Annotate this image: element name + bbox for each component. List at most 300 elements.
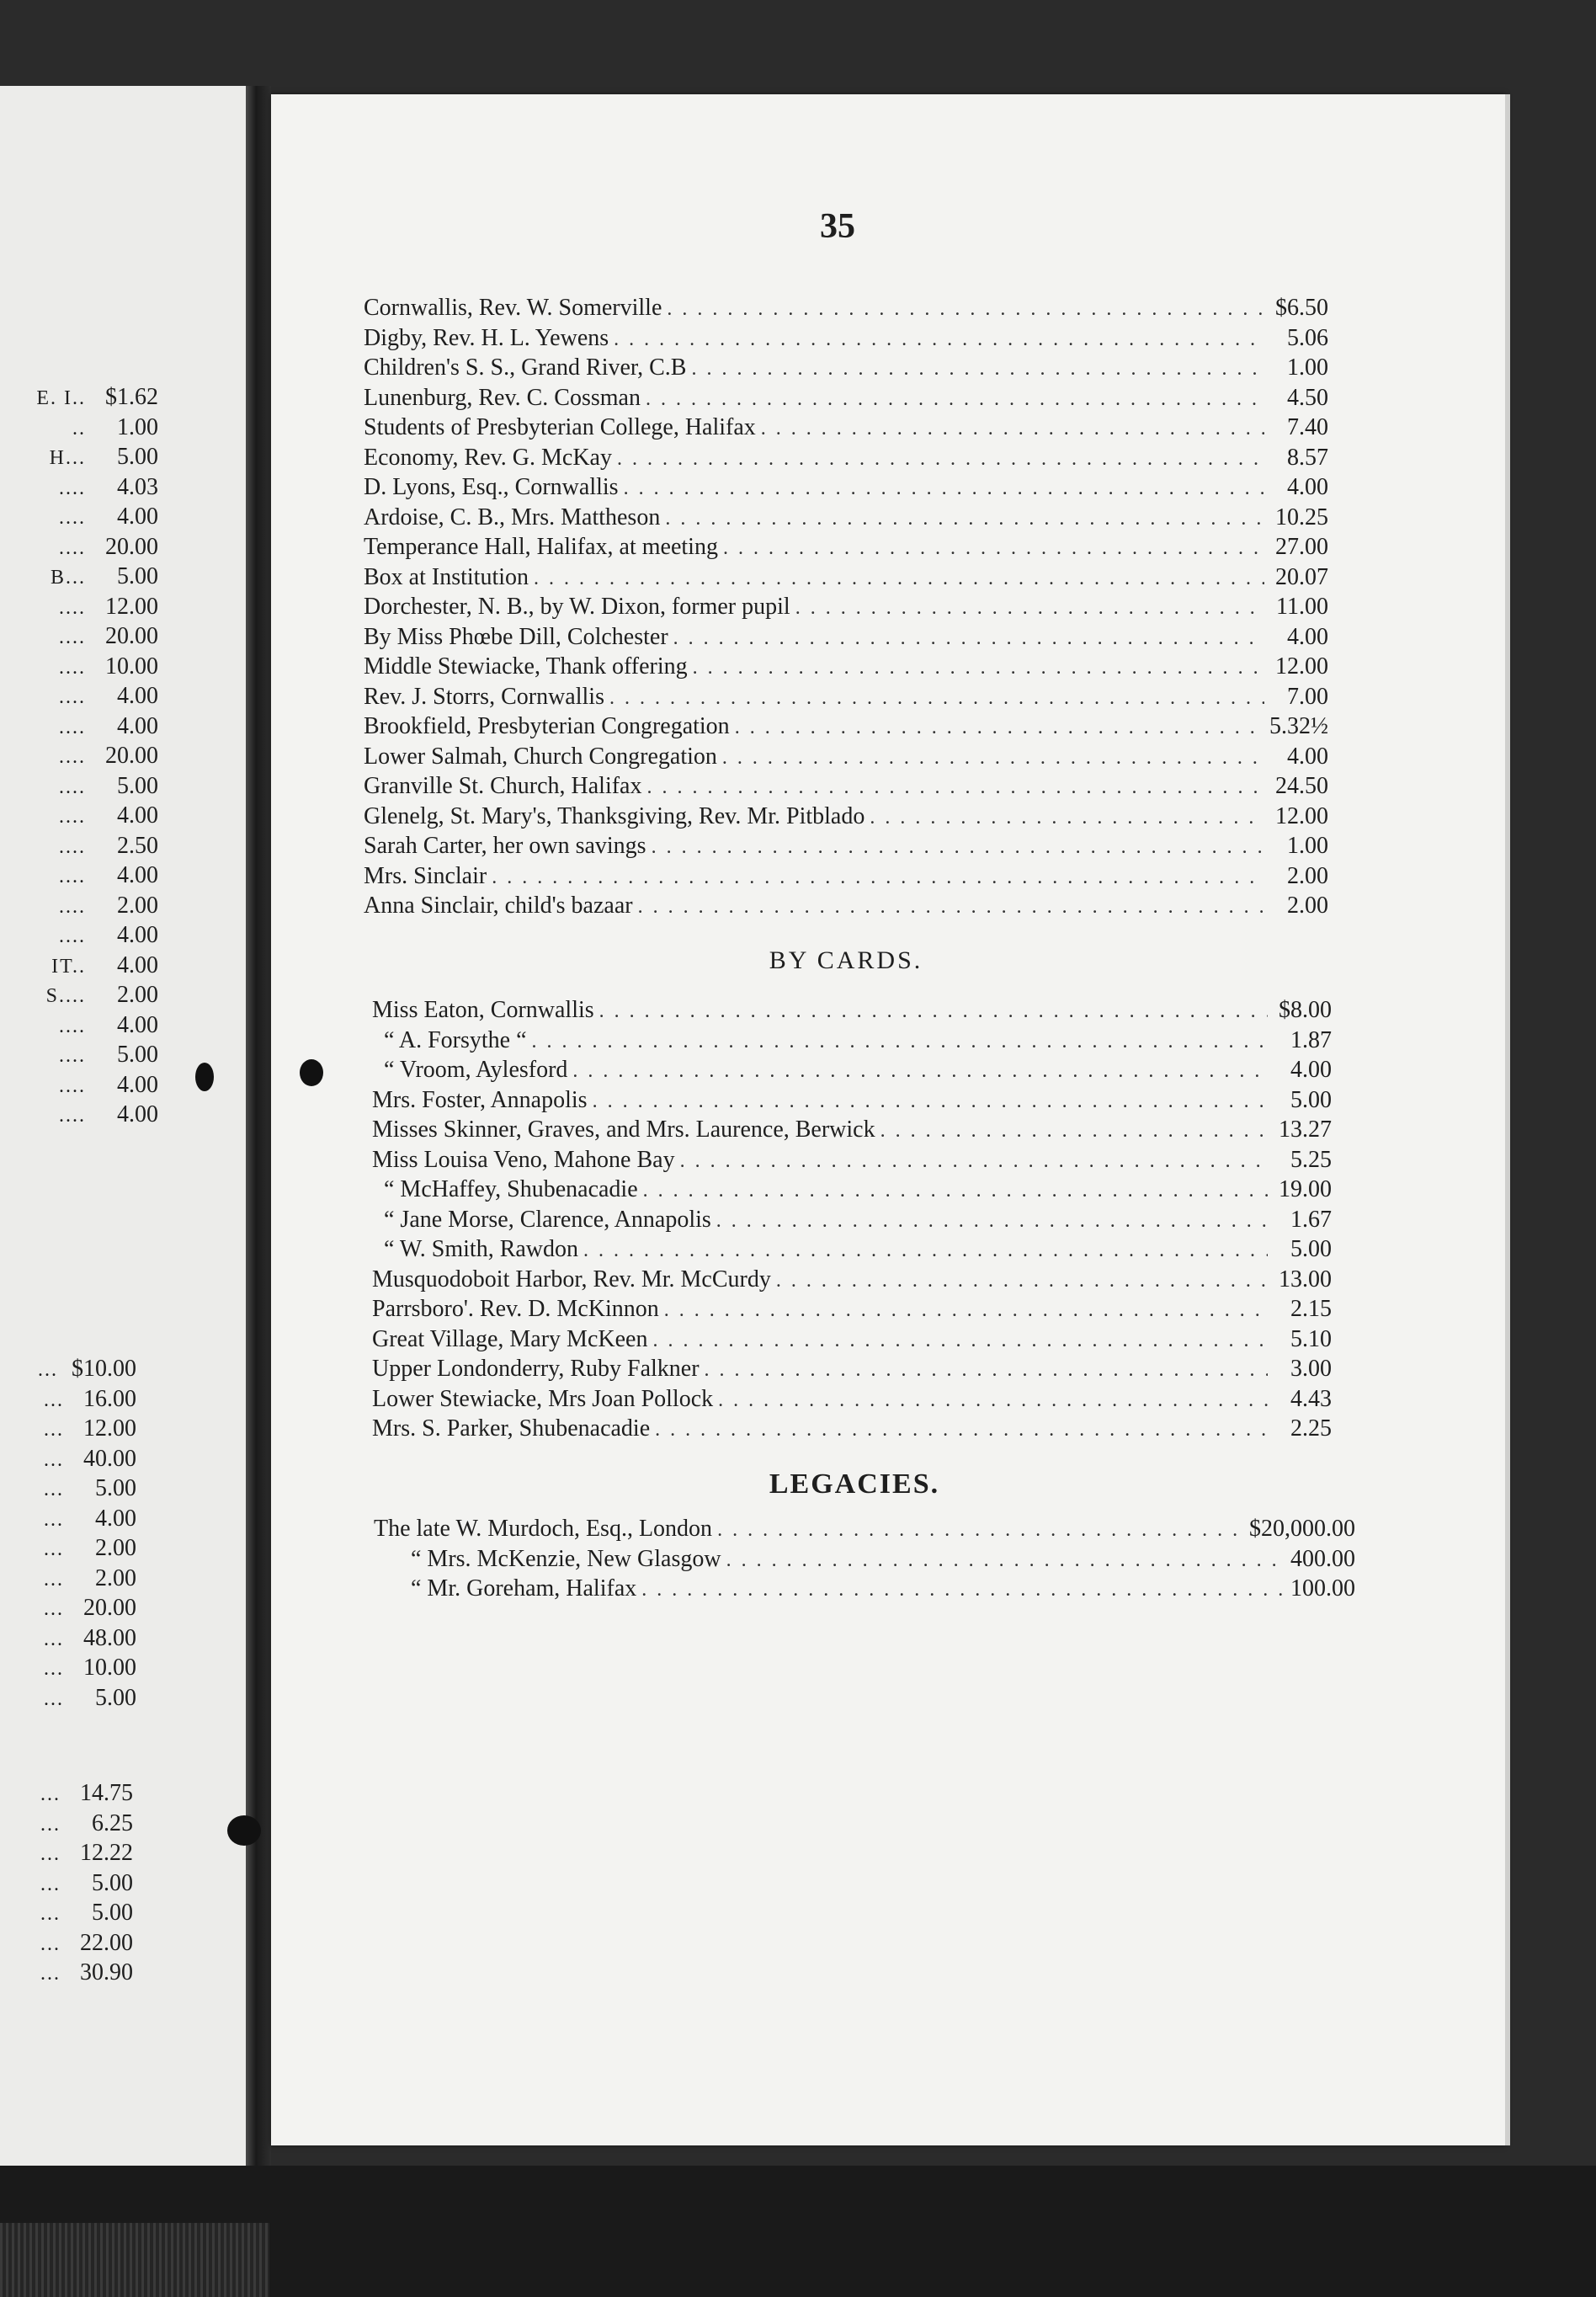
amount: 16.00: [83, 1385, 136, 1412]
donor: By Miss Phœbe Dill, Colchester: [364, 623, 668, 650]
dot-leader: [693, 653, 1264, 684]
left-row: [0, 711, 158, 742]
amount: 5.00: [1290, 1086, 1332, 1113]
dot-leader: [673, 624, 1264, 654]
dot-leader: [795, 594, 1264, 624]
amount: 4.00: [95, 1505, 136, 1532]
left-row-tail: ....: [59, 1015, 86, 1037]
left-row: [0, 741, 158, 771]
left-row-tail: ...: [44, 1479, 64, 1500]
legacies-heading: LEGACIES.: [769, 1468, 940, 1500]
amount: $20,000.00: [1249, 1516, 1355, 1542]
left-row-tail: ....: [59, 775, 86, 798]
left-row: [0, 532, 158, 562]
donor: Economy, Rev. G. McKay: [364, 444, 612, 471]
amount: 4.00: [117, 683, 158, 709]
ink-blot: [300, 1059, 323, 1086]
dot-leader: [722, 743, 1264, 774]
amount: 4.00: [1287, 743, 1328, 770]
amount: 5.00: [92, 1900, 133, 1926]
amount: 400.00: [1290, 1545, 1355, 1572]
dot-leader: [718, 1386, 1268, 1416]
donor: Box at Institution: [364, 563, 529, 590]
card-row: [372, 995, 1332, 1026]
amount: 30.90: [80, 1959, 133, 1985]
amount: 1.67: [1290, 1206, 1332, 1233]
donor: Cornwallis, Rev. W. Somerville: [364, 295, 662, 321]
amount: 4.43: [1290, 1385, 1332, 1412]
dot-leader: [532, 1027, 1268, 1058]
dot-leader: [705, 1356, 1268, 1386]
donation-row: [364, 472, 1328, 503]
amount: 5.00: [95, 1475, 136, 1501]
amount: 14.75: [80, 1780, 133, 1806]
amount: 2.50: [117, 832, 158, 859]
left-row: [0, 980, 158, 1010]
amount: 1.87: [1290, 1026, 1332, 1053]
donor: Digby, Rev. H. L. Yewens: [364, 324, 609, 351]
by-cards-heading: BY CARDS.: [769, 946, 923, 974]
donation-row: [364, 831, 1328, 861]
left-row: [0, 1809, 133, 1839]
left-row: [0, 652, 158, 682]
card-collector: Mrs. Foster, Annapolis: [372, 1086, 588, 1113]
donation-row: [364, 891, 1328, 921]
legacy-row: [374, 1514, 1355, 1544]
legacy-name: “ Mr. Goreham, Halifax: [411, 1575, 637, 1602]
card-row: [372, 1055, 1332, 1085]
dot-leader: [880, 1117, 1268, 1147]
left-row: [0, 1100, 158, 1130]
left-row-tail: B...: [50, 567, 86, 589]
ink-blot: [227, 1815, 261, 1846]
amount: 4.00: [117, 862, 158, 888]
card-collector: “ W. Smith, Rawdon: [384, 1236, 579, 1262]
donor: Lunenburg, Rev. C. Cossman: [364, 384, 641, 411]
left-row-tail: ....: [59, 626, 86, 648]
left-row-tail: ...: [44, 1508, 64, 1531]
amount: 5.00: [1290, 1236, 1332, 1262]
amount: 5.00: [117, 772, 158, 799]
card-row: [372, 1115, 1332, 1145]
ink-blot: [195, 1063, 214, 1091]
left-row: [0, 592, 158, 622]
amount: 2.00: [117, 892, 158, 919]
donor: Dorchester, N. B., by W. Dixon, former pupil: [364, 594, 790, 620]
card-collector: “ A. Forsythe “: [384, 1026, 527, 1053]
left-row: [0, 502, 158, 532]
donation-row: [364, 592, 1328, 622]
book-gutter: [246, 86, 271, 2166]
dot-leader: [646, 385, 1264, 415]
dot-leader: [593, 1087, 1268, 1117]
left-row: [0, 891, 158, 921]
donation-row: [364, 383, 1328, 413]
amount: 5.25: [1290, 1146, 1332, 1173]
legacy-row: [374, 1574, 1355, 1604]
left-row-tail: ...: [38, 1359, 58, 1381]
amount: 4.00: [117, 1101, 158, 1127]
left-row-tail: ...: [44, 1448, 64, 1471]
amount: 40.00: [83, 1445, 136, 1472]
left-row: [0, 771, 158, 802]
legacy-name: “ Mrs. McKenzie, New Glasgow: [411, 1545, 721, 1572]
left-row-tail: ...: [44, 1658, 64, 1680]
amount: 10.25: [1275, 504, 1328, 530]
left-row: [0, 1653, 136, 1683]
amount: 20.00: [105, 623, 158, 649]
dot-leader: [641, 1575, 1285, 1606]
card-row: [372, 1414, 1332, 1444]
dot-leader: [624, 474, 1264, 504]
left-row-tail: ...: [44, 1388, 64, 1411]
amount: 7.00: [1287, 683, 1328, 710]
amount: 12.00: [105, 593, 158, 620]
amount: 5.06: [1287, 324, 1328, 351]
left-row-tail: ....: [59, 477, 86, 499]
dot-leader: [665, 504, 1264, 535]
card-row: [372, 1265, 1332, 1295]
left-row-tail: ....: [59, 686, 86, 708]
amount: 2.25: [1290, 1415, 1332, 1442]
left-row: [0, 621, 158, 652]
amount: 4.00: [117, 712, 158, 739]
amount: 5.00: [117, 1042, 158, 1068]
left-row-tail: ...: [40, 1843, 61, 1865]
donor: Brookfield, Presbyterian Congregation: [364, 713, 730, 739]
dot-leader: [646, 773, 1264, 803]
amount: 12.22: [80, 1840, 133, 1866]
left-row: [0, 831, 158, 861]
dot-leader: [761, 414, 1264, 445]
left-row: [0, 472, 158, 503]
left-row-tail: ...: [40, 1963, 61, 1985]
card-collector: Lower Stewiacke, Mrs Joan Pollock: [372, 1385, 714, 1412]
dot-leader: [735, 713, 1264, 743]
left-row: [0, 1623, 136, 1654]
left-row-tail: ...: [44, 1538, 64, 1560]
left-row: [0, 1414, 136, 1444]
left-row: [0, 920, 158, 951]
left-row: [0, 951, 158, 981]
card-collector: Parrsboro'. Rev. D. McKinnon: [372, 1296, 659, 1322]
dot-leader: [652, 833, 1264, 863]
amount: 12.00: [1275, 653, 1328, 680]
donor: Glenelg, St. Mary's, Thanksgiving, Rev. Mr. Pitblado: [364, 802, 865, 829]
card-row: [372, 1205, 1332, 1235]
card-row: [372, 1085, 1332, 1116]
amount: $8.00: [1279, 997, 1332, 1023]
dot-leader: [643, 1176, 1268, 1207]
amount: 4.00: [117, 504, 158, 530]
amount: 48.00: [83, 1624, 136, 1651]
amount: 19.00: [1279, 1176, 1332, 1202]
left-row: [0, 1683, 136, 1713]
card-collector: Miss Louisa Veno, Mahone Bay: [372, 1146, 675, 1173]
card-row: [372, 1294, 1332, 1324]
left-page: [0, 86, 246, 2166]
left-row: [0, 1928, 133, 1959]
left-column-block-1: [0, 382, 158, 1130]
card-collector: “ Jane Morse, Clarence, Annapolis: [384, 1206, 711, 1233]
amount: 8.57: [1287, 444, 1328, 471]
left-row-tail: ....: [59, 746, 86, 768]
dot-leader: [572, 1057, 1268, 1087]
donation-row: [364, 353, 1328, 383]
amount: 5.00: [117, 563, 158, 589]
left-row: [0, 1533, 136, 1564]
card-collector: Upper Londonderry, Ruby Falkner: [372, 1356, 700, 1382]
amount: 10.00: [83, 1655, 136, 1681]
left-row: [0, 1040, 158, 1070]
left-row: [0, 1778, 133, 1809]
left-row-tail: ....: [59, 925, 86, 947]
left-row-tail: ....: [59, 806, 86, 828]
card-collector: Musquodoboit Harbor, Rev. Mr. McCurdy: [372, 1266, 771, 1292]
donation-row: [364, 711, 1328, 742]
card-collector: Great Village, Mary McKeen: [372, 1325, 648, 1352]
donor: Ardoise, C. B., Mrs. Mattheson: [364, 504, 661, 530]
left-row: [0, 801, 158, 831]
left-row-tail: ....: [59, 835, 86, 858]
amount: 12.00: [1275, 802, 1328, 829]
left-row-tail: ....: [59, 1074, 86, 1097]
left-row-tail: ....: [59, 716, 86, 738]
left-row-tail: ...: [40, 1783, 61, 1805]
left-row: [0, 681, 158, 711]
left-row: [0, 1898, 133, 1928]
dot-leader: [664, 1296, 1268, 1326]
left-row: [0, 442, 158, 472]
amount: $1.62: [105, 384, 158, 410]
left-row: [0, 1070, 158, 1101]
amount: 4.00: [1287, 474, 1328, 500]
card-row: [372, 1026, 1332, 1056]
left-row: [0, 382, 158, 413]
left-row: [0, 1593, 136, 1623]
by-cards-list: [372, 995, 1332, 1444]
left-row-tail: ...: [44, 1419, 64, 1441]
left-row-tail: ....: [59, 1105, 86, 1127]
amount: 6.25: [92, 1809, 133, 1836]
amount: 13.27: [1279, 1117, 1332, 1143]
donor: Anna Sinclair, child's bazaar: [364, 893, 633, 919]
amount: 2.00: [117, 982, 158, 1008]
left-row: [0, 861, 158, 891]
left-row-tail: ...: [44, 1568, 64, 1591]
left-row: [0, 1564, 136, 1594]
card-row: [372, 1354, 1332, 1384]
dot-leader: [726, 1546, 1285, 1576]
left-row-tail: IT..: [51, 955, 86, 978]
dot-leader: [667, 295, 1264, 325]
amount: 100.00: [1290, 1575, 1355, 1602]
left-row: [0, 1354, 136, 1384]
left-row-tail: ..: [72, 417, 86, 440]
card-collector: Misses Skinner, Graves, and Mrs. Laurence, Berwick: [372, 1117, 875, 1143]
dot-leader: [583, 1236, 1268, 1266]
donation-row: [364, 532, 1328, 562]
right-page: [271, 94, 1505, 2145]
card-collector: Miss Eaton, Cornwallis: [372, 997, 594, 1023]
left-row: [0, 1838, 133, 1868]
card-row: [372, 1175, 1332, 1205]
amount: 4.00: [117, 1011, 158, 1038]
dot-leader: [617, 445, 1264, 475]
left-row-tail: ...: [40, 1813, 61, 1836]
dot-leader: [776, 1266, 1268, 1297]
amount: 5.00: [92, 1869, 133, 1896]
left-row: [0, 562, 158, 592]
page-edge: [1505, 94, 1510, 2145]
left-column-block-3: [0, 1778, 133, 1988]
left-row: [0, 1958, 133, 1988]
card-collector: “ McHaffey, Shubenacadie: [384, 1176, 638, 1202]
amount: 4.03: [117, 473, 158, 500]
amount: 20.00: [83, 1595, 136, 1621]
donation-row: [364, 622, 1328, 653]
dot-leader: [614, 325, 1264, 355]
amount: $6.50: [1275, 295, 1328, 321]
amount: 12.00: [83, 1415, 136, 1442]
amount: $10.00: [72, 1356, 136, 1382]
donor: Granville St. Church, Halifax: [364, 773, 642, 799]
amount: 4.00: [117, 802, 158, 829]
dot-leader: [599, 997, 1268, 1027]
left-row-tail: S....: [45, 985, 86, 1007]
amount: 20.07: [1275, 563, 1328, 590]
left-row-tail: ...: [44, 1687, 64, 1710]
dot-leader: [717, 1516, 1244, 1546]
amount: 5.32½: [1269, 713, 1328, 739]
amount: 2.00: [1287, 893, 1328, 919]
card-collector: “ Vroom, Aylesford: [384, 1057, 568, 1083]
amount: 11.00: [1276, 594, 1328, 620]
left-row: [0, 1010, 158, 1041]
card-row: [372, 1145, 1332, 1175]
amount: 3.00: [1290, 1356, 1332, 1382]
left-row-tail: ...: [44, 1628, 64, 1650]
amount: 2.00: [1287, 862, 1328, 889]
left-row-tail: ....: [59, 507, 86, 529]
amount: 5.10: [1290, 1325, 1332, 1352]
legacy-row: [374, 1544, 1355, 1575]
left-row-tail: ...: [40, 1873, 61, 1895]
dot-leader: [691, 354, 1264, 385]
left-row-tail: ....: [59, 596, 86, 619]
amount: 1.00: [1287, 833, 1328, 859]
left-column-block-2: [0, 1354, 136, 1713]
page-number: 35: [820, 207, 855, 246]
amount: 4.00: [117, 1071, 158, 1098]
donor: Lower Salmah, Church Congregation: [364, 743, 717, 770]
donor: Sarah Carter, her own savings: [364, 833, 646, 859]
donation-row: [364, 413, 1328, 443]
legacies-list: [374, 1514, 1355, 1604]
amount: 4.00: [1287, 623, 1328, 650]
amount: 5.00: [95, 1684, 136, 1711]
donation-row: [364, 802, 1328, 832]
donation-row: [364, 503, 1328, 533]
card-row: [372, 1324, 1332, 1355]
dot-leader: [609, 684, 1264, 714]
donor: Temperance Hall, Halifax, at meeting: [364, 534, 718, 560]
donation-row: [364, 293, 1328, 323]
amount: 1.00: [117, 413, 158, 440]
left-row-tail: E. I..: [36, 387, 86, 409]
donation-row: [364, 771, 1328, 802]
amount: 2.00: [95, 1535, 136, 1561]
left-row-tail: ...: [40, 1932, 61, 1955]
donation-row: [364, 652, 1328, 682]
card-collector: Mrs. S. Parker, Shubenacadie: [372, 1415, 651, 1442]
donor: Children's S. S., Grand River, C.B: [364, 354, 687, 381]
amount: 20.00: [105, 533, 158, 560]
donor: Mrs. Sinclair: [364, 862, 487, 889]
dot-leader: [652, 1326, 1268, 1356]
left-row-tail: ....: [59, 866, 86, 887]
left-row-tail: ....: [59, 1045, 86, 1067]
card-row: [372, 1234, 1332, 1265]
amount: 7.40: [1287, 414, 1328, 440]
donor: D. Lyons, Esq., Cornwallis: [364, 474, 619, 500]
dot-leader: [492, 863, 1264, 893]
amount: 13.00: [1279, 1266, 1332, 1292]
left-row: [0, 1504, 136, 1534]
amount: 4.00: [117, 951, 158, 978]
left-row-tail: ....: [59, 656, 86, 679]
amount: 22.00: [80, 1929, 133, 1956]
dot-leader: [655, 1415, 1268, 1446]
left-row: [0, 1384, 136, 1415]
left-row: [0, 1444, 136, 1474]
left-row: [0, 1474, 136, 1504]
donations-list: [364, 293, 1328, 921]
dot-leader: [716, 1207, 1268, 1237]
donor: Middle Stewiacke, Thank offering: [364, 653, 688, 680]
amount: 4.00: [1290, 1057, 1332, 1083]
dot-leader: [680, 1147, 1268, 1177]
amount: 20.00: [105, 743, 158, 769]
donation-row: [364, 443, 1328, 473]
book-binding-edge: [0, 2223, 269, 2297]
left-row-tail: ...: [44, 1598, 64, 1620]
left-row-tail: ...: [40, 1903, 61, 1925]
donation-row: [364, 861, 1328, 892]
donation-row: [364, 682, 1328, 712]
amount: 1.00: [1287, 354, 1328, 381]
left-row-tail: ....: [59, 895, 86, 918]
amount: 24.50: [1275, 773, 1328, 799]
amount: 2.00: [95, 1564, 136, 1591]
left-row: [0, 1868, 133, 1899]
dot-leader: [870, 803, 1264, 834]
donor: Rev. J. Storrs, Cornwallis: [364, 683, 604, 710]
left-row-tail: H...: [49, 447, 86, 469]
card-row: [372, 1384, 1332, 1415]
left-row-tail: ....: [59, 536, 86, 559]
amount: 4.50: [1287, 384, 1328, 411]
legacy-name: The late W. Murdoch, Esq., London: [374, 1516, 713, 1542]
dot-leader: [723, 534, 1264, 564]
donation-row: [364, 323, 1328, 354]
donor: Students of Presbyterian College, Halifax: [364, 414, 756, 440]
amount: 5.00: [117, 444, 158, 470]
donation-row: [364, 742, 1328, 772]
amount: 27.00: [1275, 534, 1328, 560]
left-row: [0, 413, 158, 443]
dot-leader: [534, 564, 1264, 594]
